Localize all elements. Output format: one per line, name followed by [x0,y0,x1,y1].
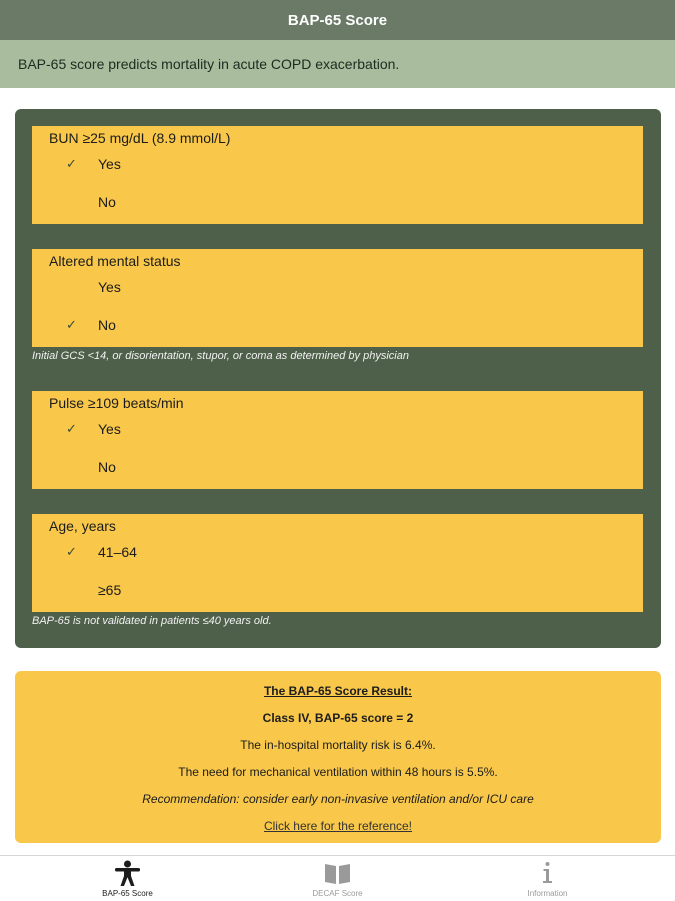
option-label: No [98,317,116,333]
reference-link[interactable]: Click here for the reference! [263,819,413,833]
tab-label: BAP-65 Score [102,889,153,898]
option-pulse-yes[interactable] [32,413,643,449]
page-title: BAP-65 Score [287,11,388,29]
option-label: No [98,459,116,475]
tab-bar [0,855,675,901]
description-banner [0,40,675,88]
question-mental-status [32,249,643,347]
question-title: BUN ≥25 mg/dL (8.9 mmol/L) [49,130,231,146]
tab-bap65[interactable] [15,856,240,901]
mental-status-footnote: Initial GCS <14, or disorientation, stupor, or coma as determined by physician [32,350,409,362]
option-label: Yes [98,156,121,172]
question-title: Altered mental status [49,253,181,269]
checkmark-icon: ✓ [66,421,77,436]
checkmark-icon: ✓ [66,544,77,559]
option-bun-no[interactable] [32,186,643,222]
option-label: Yes [98,279,121,295]
book-icon [225,860,450,886]
option-age-41-64[interactable] [32,536,643,572]
option-mental-no[interactable] [32,309,643,345]
question-bun [32,126,643,224]
result-mortality: The in-hospital mortality risk is 6.4%. [240,738,436,752]
option-age-65[interactable] [32,574,643,610]
question-title: Pulse ≥109 beats/min [49,395,184,411]
result-heading: The BAP-65 Score Result: [263,684,413,698]
info-icon [435,860,660,886]
option-pulse-no[interactable] [32,451,643,487]
option-label: Yes [98,421,121,437]
option-bun-yes[interactable] [32,148,643,184]
checkmark-icon: ✓ [66,156,77,171]
result-ventilation: The need for mechanical ventilation within 48 hours is 5.5%. [178,765,498,779]
result-card [15,671,661,843]
option-label: ≥65 [98,582,122,598]
nav-bar [0,0,675,40]
person-icon [15,860,240,886]
checkmark-icon: ✓ [66,317,77,332]
tab-label: DECAF Score [312,889,363,898]
tab-decaf[interactable] [225,856,450,901]
option-mental-yes[interactable] [32,271,643,307]
result-recommendation: Recommendation: consider early non-invasive ventilation and/or ICU care [142,792,534,806]
question-title: Age, years [49,518,116,534]
question-age [32,514,643,612]
result-class: Class IV, BAP-65 score = 2 [262,711,414,725]
question-pulse [32,391,643,489]
age-footnote: BAP-65 is not validated in patients ≤40 years old. [32,615,272,627]
tab-label: Information [527,889,568,898]
description-text: BAP-65 score predicts mortality in acute COPD exacerbation. [18,56,400,72]
tab-information[interactable] [435,856,660,901]
option-label: No [98,194,116,210]
criteria-panel [15,109,661,648]
option-label: 41–64 [98,544,137,560]
